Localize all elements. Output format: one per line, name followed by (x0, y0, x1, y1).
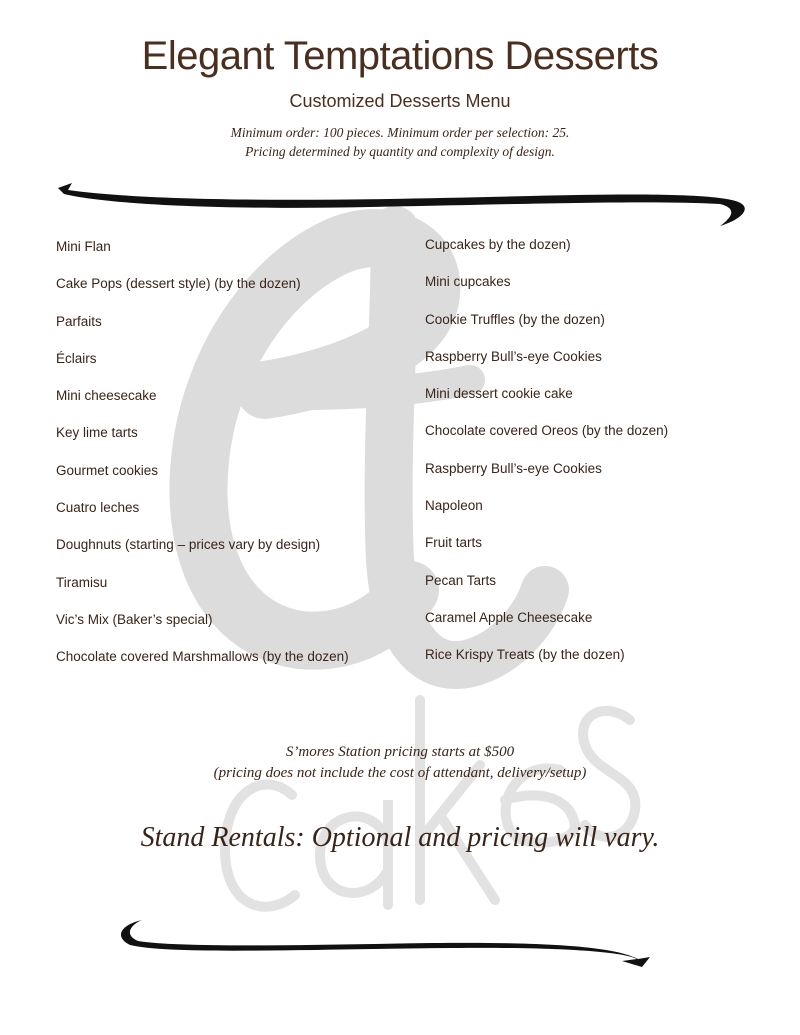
menu-item: Gourmet cookies (56, 462, 159, 478)
menu-item: Vic’s Mix (Baker’s special) (56, 611, 213, 627)
menu-item: Napoleon (425, 498, 483, 514)
page-title: Elegant Temptations Desserts (141, 34, 659, 78)
menu-item: Doughnuts (starting – prices vary by design) (56, 537, 321, 553)
smores-station-pricing: S’mores Station pricing starts at $500 (285, 744, 515, 760)
menu-item: Mini dessert cookie cake (425, 386, 573, 402)
menu-item: Chocolate covered Marshmallows (by the dozen) (56, 649, 349, 665)
menu-item: Raspberry Bull’s-eye Cookies (425, 460, 602, 476)
menu-item: Pecan Tarts (425, 572, 497, 588)
menu-item: Rice Krispy Treats (by the dozen) (425, 647, 625, 663)
smores-station-note: (pricing does not include the cost of attendant, delivery/setup) (213, 765, 587, 781)
stand-rentals-note: Stand Rentals: Optional and pricing will vary. (140, 822, 660, 853)
menu-item: Chocolate covered Oreos (by the dozen) (425, 423, 669, 439)
page-subtitle: Customized Desserts Menu (289, 91, 511, 111)
menu-item: Mini cupcakes (425, 274, 511, 290)
menu-item: Raspberry Bull’s-eye Cookies (425, 348, 602, 364)
menu-left-column (56, 237, 416, 685)
pricing-note: Pricing determined by quantity and complexity of design. (245, 144, 555, 159)
menu-right-column (425, 235, 785, 683)
menu-item: Fruit tarts (425, 535, 483, 551)
minimum-order-note: Minimum order: 100 pieces. Minimum order per selection: 25. (230, 125, 570, 140)
menu-item: Mini cheesecake (56, 388, 157, 404)
menu-item: Cupcakes by the dozen) (425, 237, 571, 252)
menu-item: Parfaits (56, 313, 102, 329)
menu-item: Cuatro leches (56, 500, 140, 516)
menu-item: Tiramisu (56, 574, 108, 590)
menu-item: Caramel Apple Cheesecake (425, 609, 593, 625)
menu-item: Éclairs (56, 350, 97, 366)
menu-item: Key lime tarts (56, 425, 138, 441)
menu-item: Cookie Truffles (by the dozen) (425, 311, 605, 327)
menu-item: Mini Flan (56, 239, 111, 254)
menu-item: Cake Pops (dessert style) (by the dozen) (56, 276, 301, 292)
bottom-swoosh-divider (112, 915, 657, 970)
top-swoosh-divider (50, 180, 755, 230)
